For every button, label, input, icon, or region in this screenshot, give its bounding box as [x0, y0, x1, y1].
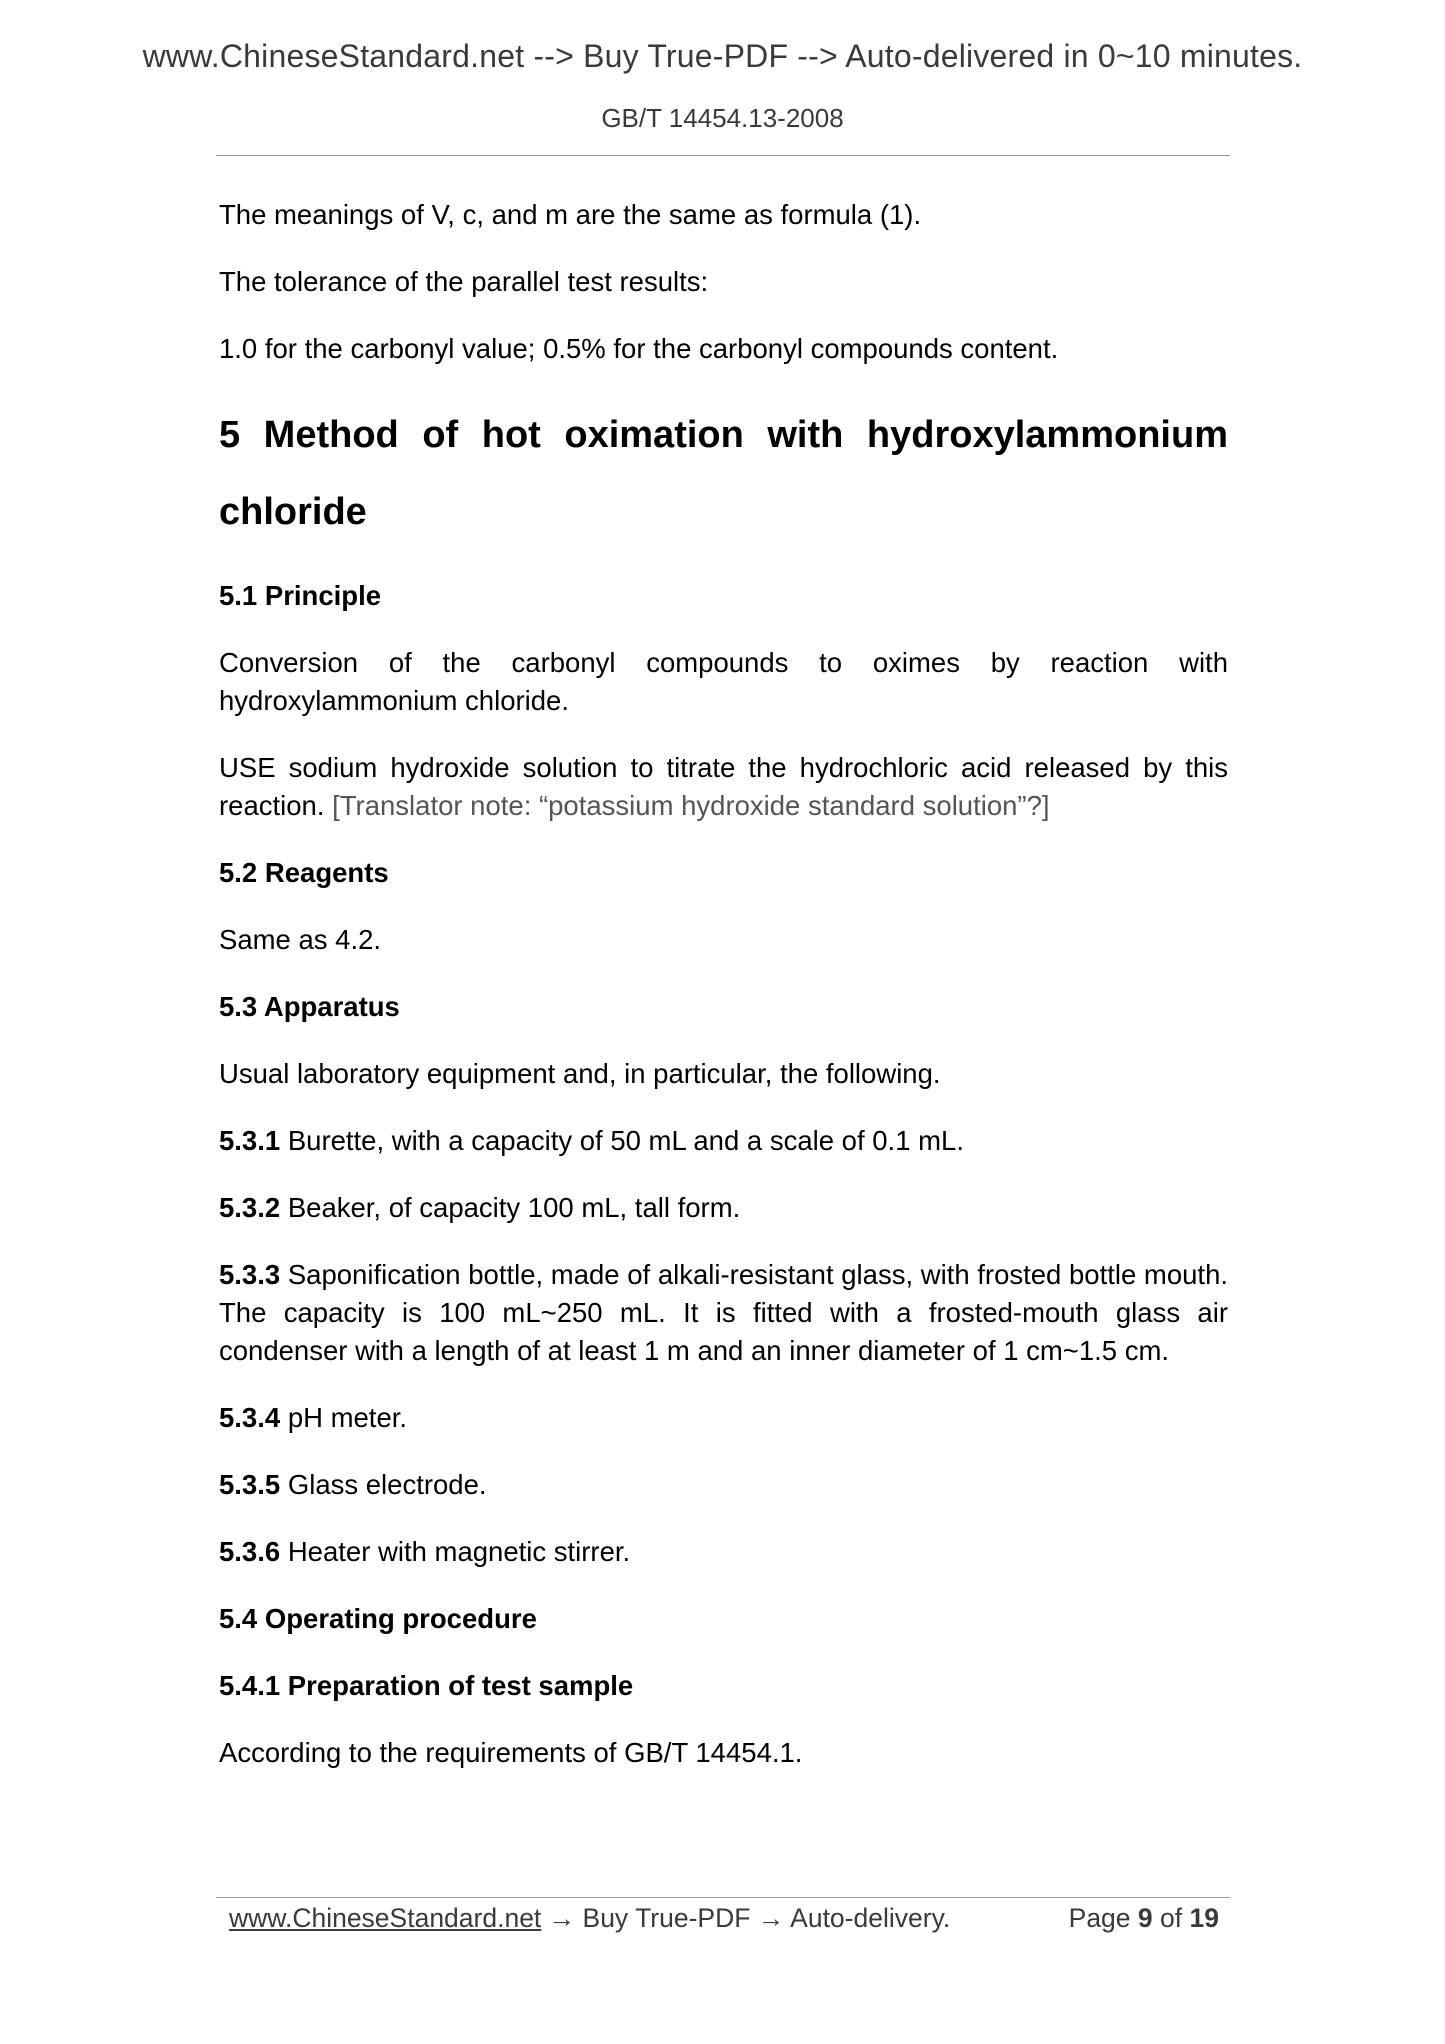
item-text: Saponification bottle, made of alkali-resistant glass, with frosted bottle mouth. The capacity is 100 mL~250 mL. It is fitted with a frosted-mouth glass air condenser with a length of at least 1 m and an inner diameter of 1 cm~1.5 cm. [219, 1259, 1229, 1366]
paragraph: 1.0 for the carbonyl value; 0.5% for the carbonyl compounds content. [219, 333, 1059, 364]
section-5-4-1-heading: 5.4.1 Preparation of test sample [219, 1670, 634, 1701]
item-number: 5.3.3 [219, 1259, 281, 1290]
paragraph: The meanings of V, c, and m are the same as formula (1). [219, 199, 922, 230]
paragraph: Conversion of the carbonyl compounds to oximes by reaction with hydroxylammonium chloride. [219, 647, 1228, 716]
page-current: 9 [1137, 1903, 1153, 1933]
footer-tagline: → Buy True-PDF → Auto-delivery. [541, 1903, 951, 1933]
section-5-3-heading: 5.3 Apparatus [219, 991, 400, 1022]
header-divider [216, 155, 1230, 156]
page-indicator [1069, 1899, 1219, 1937]
page-label: Page [1068, 1903, 1131, 1933]
paragraph [219, 749, 1228, 825]
paragraph: According to the requirements of GB/T 14454.1. [219, 1737, 803, 1768]
item-number: 5.3.2 [219, 1192, 281, 1223]
top-banner: www.ChineseStandard.net --> Buy True-PDF --> Auto-delivered in 0~10 minutes. [142, 38, 1303, 74]
item-number: 5.3.6 [219, 1536, 281, 1567]
item-number: 5.3.4 [219, 1402, 281, 1433]
paragraph-text: USE sodium hydroxide solution to titrate the hydrochloric acid released by this reaction. [219, 752, 1228, 821]
apparatus-item [219, 1189, 1228, 1227]
section-5-2-heading: 5.2 Reagents [219, 857, 389, 888]
paragraph: Same as 4.2. [219, 924, 382, 955]
apparatus-item [219, 1466, 1228, 1504]
translator-note: [Translator note: “potassium hydroxide standard solution”?] [332, 790, 1050, 821]
apparatus-item [219, 1122, 1228, 1160]
item-text: Burette, with a capacity of 50 mL and a scale of 0.1 mL. [287, 1125, 964, 1156]
item-text: pH meter. [287, 1402, 408, 1433]
item-number: 5.3.5 [219, 1469, 281, 1500]
item-text: Glass electrode. [287, 1469, 487, 1500]
section-5-4-heading: 5.4 Operating procedure [219, 1603, 537, 1634]
paragraph: Usual laboratory equipment and, in particular, the following. [219, 1058, 941, 1089]
item-number: 5.3.1 [219, 1125, 281, 1156]
item-text: Heater with magnetic stirrer. [287, 1536, 631, 1567]
of-label: of [1160, 1903, 1183, 1933]
apparatus-item [219, 1256, 1228, 1370]
page-footer [229, 1899, 1219, 1937]
footer-divider [216, 1897, 1230, 1898]
section-5-heading: 5 Method of hot oximation with hydroxylammonium chloride [219, 414, 1228, 533]
standard-code: GB/T 14454.13-2008 [601, 103, 844, 133]
page-body [219, 196, 1228, 1801]
footer-site-link[interactable]: www.ChineseStandard.net [229, 1903, 542, 1933]
item-text: Beaker, of capacity 100 mL, tall form. [287, 1192, 741, 1223]
apparatus-item [219, 1533, 1228, 1571]
page-total: 19 [1189, 1903, 1219, 1933]
section-5-1-heading: 5.1 Principle [219, 580, 382, 611]
apparatus-item [219, 1399, 1228, 1437]
paragraph: The tolerance of the parallel test results: [219, 266, 709, 297]
